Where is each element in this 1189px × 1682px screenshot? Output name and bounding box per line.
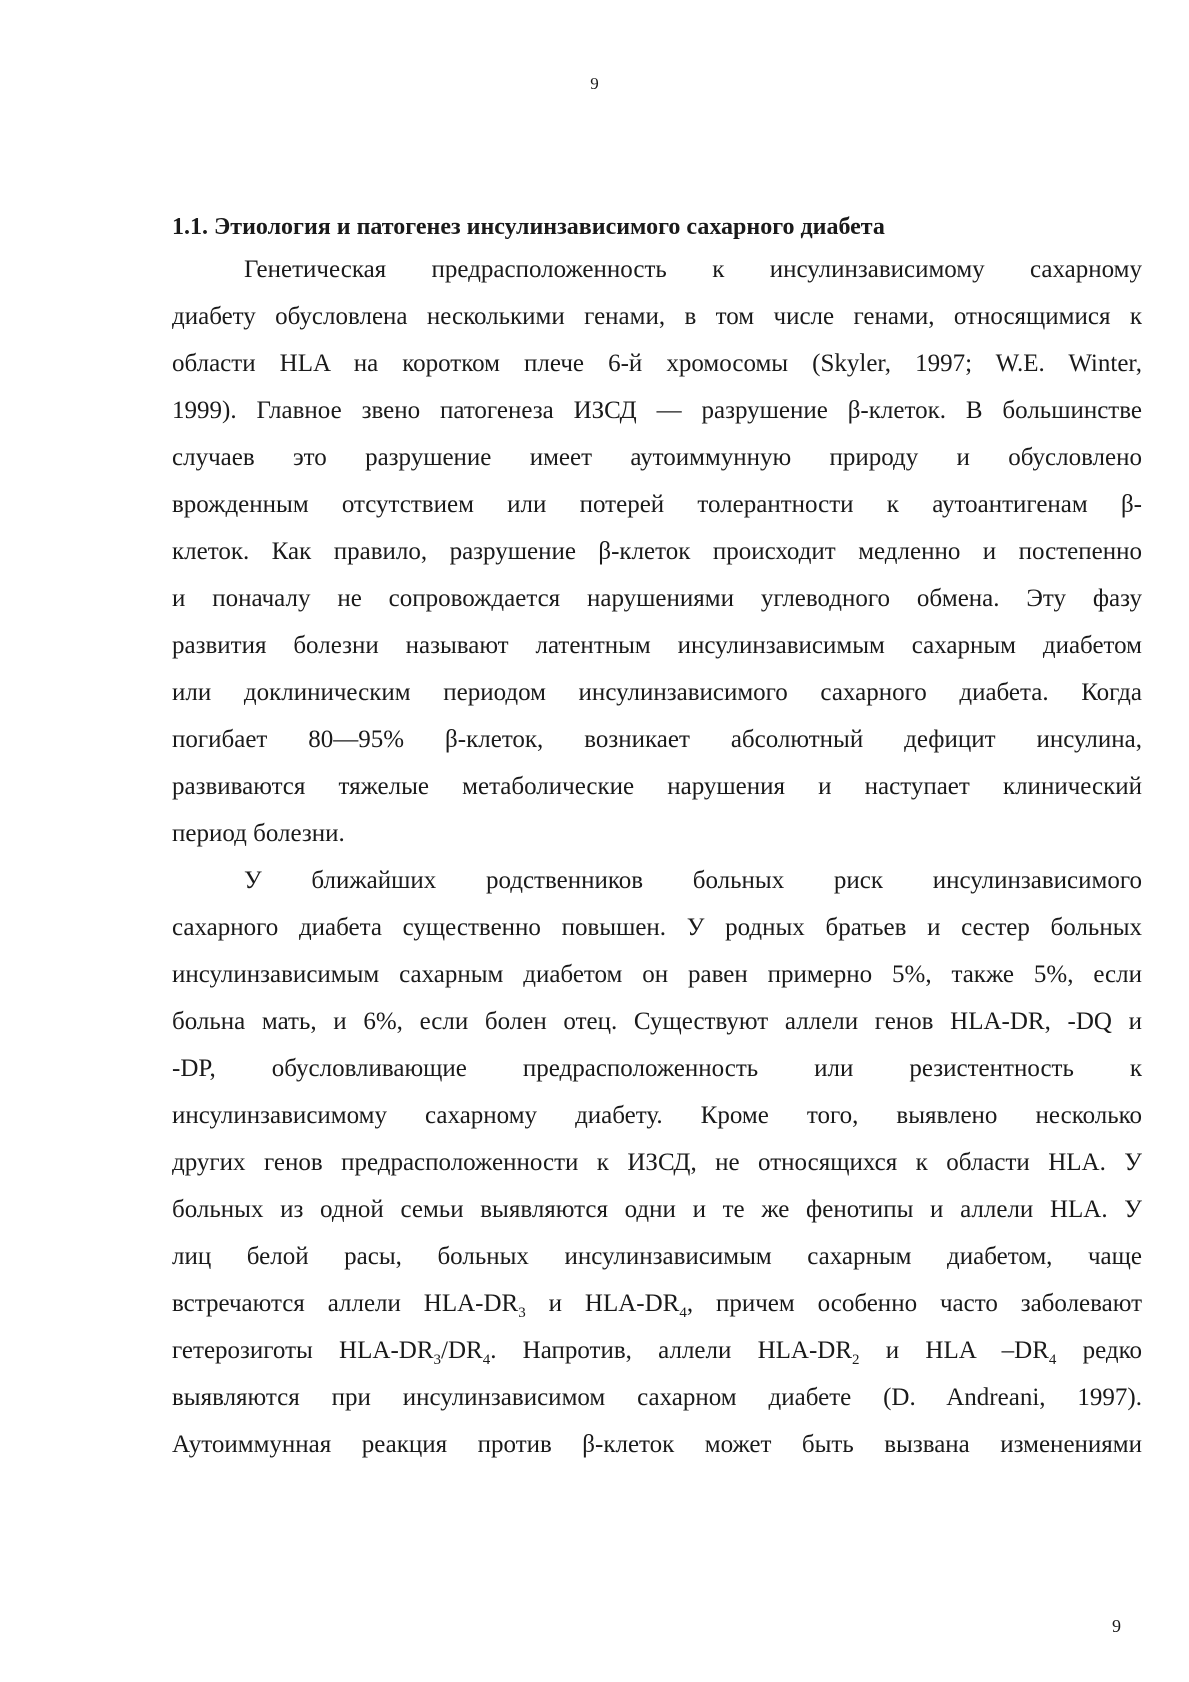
page-number-top: 9 bbox=[590, 74, 599, 93]
text-line: и поначалу не сопровождается нарушениями углеводного обмена. Эту фазу bbox=[172, 585, 1142, 612]
text-segment: и HLA-DR bbox=[525, 1290, 680, 1317]
subscript: 3 bbox=[433, 1352, 441, 1368]
page-number-bottom: 9 bbox=[1112, 1616, 1121, 1636]
text-line: 1999). Главное звено патогенеза ИЗСД — разрушение β-клеток. В большинстве bbox=[172, 397, 1142, 424]
text-segment: /DR bbox=[441, 1337, 483, 1364]
text-line: больна мать, и 6%, если болен отец. Существуют аллели генов HLA-DR, -DQ и bbox=[172, 1008, 1142, 1035]
text-line: инсулинзависимым сахарным диабетом он равен примерно 5%, также 5%, если bbox=[172, 961, 1142, 988]
text-line: клеток. Как правило, разрушение β-клеток происходит медленно и постепенно bbox=[172, 538, 1142, 565]
text-line: развития болезни называют латентным инсулинзависимым сахарным диабетом bbox=[172, 632, 1142, 659]
text-line: инсулинзависимому сахарному диабету. Кроме того, выявлено несколько bbox=[172, 1102, 1142, 1129]
text-line: области HLA на коротком плече 6-й хромосомы (Skyler, 1997; W.E. Winter, bbox=[172, 350, 1142, 377]
text-line: развиваются тяжелые метаболические нарушения и наступает клинический bbox=[172, 773, 1142, 800]
subscript: 4 bbox=[679, 1305, 687, 1321]
text-segment: и HLA –DR bbox=[859, 1337, 1049, 1364]
text-line: период болезни. bbox=[172, 820, 345, 847]
text-line: У ближайших родственников больных риск инсулинзависимого bbox=[244, 867, 1142, 894]
text-line: Аутоиммунная реакция против β-клеток может быть вызвана изменениями bbox=[172, 1431, 1142, 1458]
text-segment: встречаются аллели HLA-DR bbox=[172, 1290, 519, 1317]
subscript: 4 bbox=[1048, 1352, 1057, 1368]
text-line: или доклиническим периодом инсулинзависимого сахарного диабета. Когда bbox=[172, 679, 1142, 706]
text-line: лиц белой расы, больных инсулинзависимым сахарным диабетом, чаще bbox=[172, 1243, 1142, 1270]
text-line: случаев это разрушение имеет аутоиммунную природу и обусловлено bbox=[172, 444, 1142, 471]
text-segment: . Напротив, аллели HLA-DR bbox=[490, 1337, 853, 1364]
text-segment: гетерозиготы HLA-DR bbox=[172, 1337, 434, 1364]
text-line bbox=[172, 1334, 1142, 1368]
text-line: выявляются при инсулинзависимом сахарном диабете (D. Andreani, 1997). bbox=[172, 1384, 1142, 1411]
text-line: сахарного диабета существенно повышен. У родных братьев и сестер больных bbox=[172, 914, 1142, 941]
text-line: больных из одной семьи выявляются одни и те же фенотипы и аллели HLA. У bbox=[172, 1196, 1142, 1223]
text-line: врожденным отсутствием или потерей толерантности к аутоантигенам β- bbox=[172, 491, 1142, 518]
text-line: -DP, обусловливающие предрасположенность или резистентность к bbox=[172, 1055, 1142, 1082]
section-heading: 1.1. Этиология и патогенез инсулинзависимого сахарного диабета bbox=[172, 214, 885, 240]
subscript: 3 bbox=[518, 1305, 526, 1321]
text-segment: , причем особенно часто заболевают bbox=[686, 1290, 1142, 1317]
text-segment: редко bbox=[1056, 1337, 1142, 1364]
text-line: других генов предрасположенности к ИЗСД, не относящихся к области HLA. У bbox=[172, 1149, 1142, 1176]
text-line: Генетическая предрасположенность к инсулинзависимому сахарному bbox=[244, 256, 1142, 283]
text-line: диабету обусловлена несколькими генами, в том числе генами, относящимися к bbox=[172, 303, 1142, 330]
subscript: 4 bbox=[482, 1352, 491, 1368]
text-line: погибает 80—95% β-клеток, возникает абсолютный дефицит инсулина, bbox=[172, 726, 1142, 753]
text-line bbox=[172, 1287, 1142, 1321]
subscript: 2 bbox=[852, 1352, 860, 1368]
